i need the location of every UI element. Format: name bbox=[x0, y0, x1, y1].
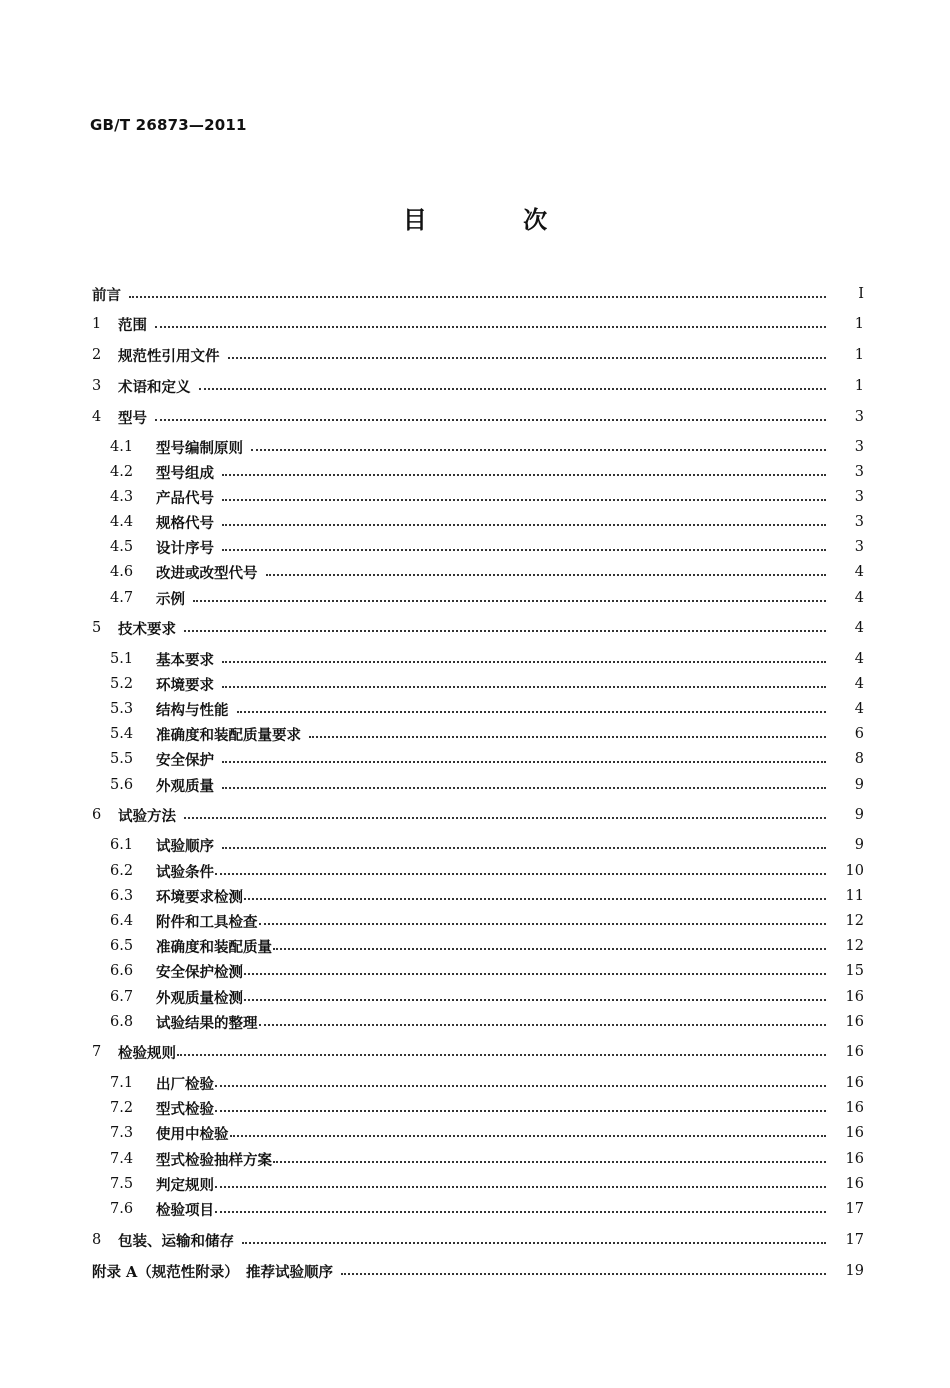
toc-entry-label: 示例 bbox=[156, 590, 185, 608]
toc-entry[interactable] bbox=[92, 313, 864, 335]
toc-entry-number: 4.1 bbox=[110, 439, 134, 455]
toc-entry-label: 外观质量 bbox=[156, 777, 214, 795]
dot-leader bbox=[155, 326, 826, 328]
toc-entry-number: 6.7 bbox=[110, 989, 134, 1005]
toc-entry[interactable] bbox=[92, 748, 864, 770]
toc-entry[interactable] bbox=[92, 1041, 864, 1063]
dot-leader bbox=[244, 973, 826, 975]
toc-entry-label: 附件和工具检查 bbox=[156, 913, 258, 931]
toc-entry-number: 6.6 bbox=[110, 963, 134, 979]
toc-entry-number: 6.4 bbox=[110, 913, 134, 929]
toc-entry-number: 5.3 bbox=[110, 701, 134, 717]
toc-entry-label: 外观质量检测 bbox=[156, 989, 243, 1007]
toc-entry[interactable] bbox=[92, 461, 864, 483]
toc-entry-page: 16 bbox=[845, 1100, 864, 1116]
toc-entry-page: 15 bbox=[845, 963, 864, 979]
toc-entry-label: 使用中检验 bbox=[156, 1125, 229, 1143]
toc-entry[interactable] bbox=[92, 1148, 864, 1170]
toc-entry-label: 试验条件 bbox=[156, 863, 214, 881]
toc-entry-number: 7.3 bbox=[110, 1125, 134, 1141]
toc-entry-number: 6 bbox=[92, 807, 102, 823]
toc-entry[interactable] bbox=[92, 511, 864, 533]
toc-entry-label: 技术要求 bbox=[118, 620, 176, 638]
toc-entry-page: 19 bbox=[845, 1263, 864, 1279]
toc-entry-number: 4 bbox=[92, 409, 102, 425]
toc-entry-number: 6.8 bbox=[110, 1014, 134, 1030]
toc-entry-label: 试验结果的整理 bbox=[156, 1014, 258, 1032]
toc-entry[interactable] bbox=[92, 673, 864, 695]
toc-entry[interactable] bbox=[92, 1011, 864, 1033]
toc-entry-label: 型号组成 bbox=[156, 464, 214, 482]
toc-entry-label: 结构与性能 bbox=[156, 701, 229, 719]
toc-entry-label: 改进或改型代号 bbox=[156, 564, 258, 582]
dot-leader bbox=[273, 1161, 826, 1163]
toc-entry[interactable] bbox=[92, 406, 864, 428]
dot-leader bbox=[244, 898, 826, 900]
toc-entry-page: 1 bbox=[854, 378, 864, 394]
dot-leader bbox=[215, 1186, 826, 1188]
toc-entry-page: 9 bbox=[854, 807, 864, 823]
dot-leader bbox=[215, 1085, 826, 1087]
dot-leader bbox=[129, 296, 826, 298]
toc-entry-label: 检验规则 bbox=[118, 1044, 176, 1062]
toc-entry-label: 试验顺序 bbox=[156, 837, 214, 855]
toc-entry[interactable] bbox=[92, 804, 864, 826]
toc-entry-page: 3 bbox=[854, 409, 864, 425]
toc-entry[interactable] bbox=[92, 960, 864, 982]
dot-leader bbox=[273, 948, 826, 950]
dot-leader bbox=[215, 873, 826, 875]
toc-entry[interactable] bbox=[92, 1122, 864, 1144]
toc-entry-label: 基本要求 bbox=[156, 651, 214, 669]
toc-entry-number: 6.3 bbox=[110, 888, 134, 904]
toc-entry-label: 型式检验 bbox=[156, 1100, 214, 1118]
toc-entry-number: 4.2 bbox=[110, 464, 134, 480]
toc-entry-label: 试验方法 bbox=[118, 807, 176, 825]
toc-entry-page: 16 bbox=[845, 989, 864, 1005]
dot-leader bbox=[259, 1024, 827, 1026]
dot-leader bbox=[215, 1110, 826, 1112]
toc-entry-page: 16 bbox=[845, 1176, 864, 1192]
toc-entry-number: 4.4 bbox=[110, 514, 134, 530]
toc-entry-page: 11 bbox=[845, 888, 864, 904]
toc-entry-label: 环境要求检测 bbox=[156, 888, 243, 906]
toc-entry[interactable] bbox=[92, 910, 864, 932]
toc-entry-page: Ⅰ bbox=[858, 286, 864, 302]
toc-entry[interactable] bbox=[92, 486, 864, 508]
toc-entry[interactable] bbox=[92, 1173, 864, 1195]
toc-entry-page: 16 bbox=[845, 1075, 864, 1091]
dot-leader bbox=[222, 661, 826, 663]
toc-entry-number: 7.5 bbox=[110, 1176, 134, 1192]
toc-entry-label: 出厂检验 bbox=[156, 1075, 214, 1093]
toc-entry-page: 12 bbox=[845, 913, 864, 929]
toc-entry-number: 5.1 bbox=[110, 651, 134, 667]
toc-entry-page: 4 bbox=[854, 651, 864, 667]
toc-entry-label: 型号 bbox=[118, 409, 147, 427]
toc-entry-label: 规格代号 bbox=[156, 514, 214, 532]
toc-entry-page: 4 bbox=[854, 676, 864, 692]
standard-code: GB/T 26873—2011 bbox=[90, 116, 247, 134]
toc-entry[interactable] bbox=[92, 436, 864, 458]
toc-entry-page: 10 bbox=[845, 863, 864, 879]
toc-entry-label: 判定规则 bbox=[156, 1176, 214, 1194]
toc-entry-number: 6.5 bbox=[110, 938, 134, 954]
toc-entry-number: 4.7 bbox=[110, 590, 134, 606]
toc-entry-page: 4 bbox=[854, 590, 864, 606]
toc-entry-number: 2 bbox=[92, 347, 102, 363]
toc-entry-page: 3 bbox=[854, 539, 864, 555]
toc-entry-label: 准确度和装配质量要求 bbox=[156, 726, 301, 744]
toc-entry-label: 规范性引用文件 bbox=[118, 347, 220, 365]
toc-entry-page: 1 bbox=[854, 316, 864, 332]
toc-entry[interactable] bbox=[92, 561, 864, 583]
toc-entry[interactable] bbox=[92, 1072, 864, 1094]
toc-entry-number: 5.6 bbox=[110, 777, 134, 793]
toc-entry-number: 4.5 bbox=[110, 539, 134, 555]
toc-entry[interactable] bbox=[92, 648, 864, 670]
dot-leader bbox=[184, 817, 826, 819]
toc-entry-page: 3 bbox=[854, 464, 864, 480]
toc-entry-number: 7.2 bbox=[110, 1100, 134, 1116]
toc-entry-number: 6.1 bbox=[110, 837, 134, 853]
toc-entry-page: 17 bbox=[845, 1232, 864, 1248]
dot-leader bbox=[222, 761, 826, 763]
toc-entry[interactable] bbox=[92, 860, 864, 882]
toc-entry[interactable] bbox=[92, 283, 864, 305]
toc-entry-label: 安全保护 bbox=[156, 751, 214, 769]
toc-entry-label: 安全保护检测 bbox=[156, 963, 243, 981]
dot-leader bbox=[230, 1135, 827, 1137]
toc-entry-page: 4 bbox=[854, 564, 864, 580]
toc-entry[interactable] bbox=[92, 375, 864, 397]
toc-entry-page: 4 bbox=[854, 701, 864, 717]
dot-leader bbox=[184, 630, 826, 632]
toc-entry-page: 16 bbox=[845, 1014, 864, 1030]
dot-leader bbox=[237, 711, 827, 713]
toc-entry-number: 4.6 bbox=[110, 564, 134, 580]
page-title: 目 次 bbox=[402, 205, 592, 234]
toc-entry[interactable] bbox=[92, 344, 864, 366]
toc-entry-page: 12 bbox=[845, 938, 864, 954]
toc-entry-page: 3 bbox=[854, 439, 864, 455]
toc-entry-page: 3 bbox=[854, 489, 864, 505]
dot-leader bbox=[244, 999, 826, 1001]
dot-leader bbox=[199, 388, 827, 390]
toc-entry-number: 7.1 bbox=[110, 1075, 134, 1091]
toc-entry-page: 17 bbox=[845, 1201, 864, 1217]
toc-entry[interactable] bbox=[92, 536, 864, 558]
dot-leader bbox=[228, 357, 827, 359]
toc-entry-label: 附录 A（规范性附录） 推荐试验顺序 bbox=[92, 1263, 334, 1281]
toc-entry-number: 7 bbox=[92, 1044, 102, 1060]
toc-entry[interactable] bbox=[92, 1097, 864, 1119]
dot-leader bbox=[341, 1273, 826, 1275]
dot-leader bbox=[222, 499, 826, 501]
dot-leader bbox=[309, 736, 826, 738]
toc-entry[interactable] bbox=[92, 698, 864, 720]
dot-leader bbox=[177, 1054, 826, 1056]
dot-leader bbox=[242, 1242, 826, 1244]
toc-entry[interactable] bbox=[92, 834, 864, 856]
toc-entry-page: 16 bbox=[845, 1151, 864, 1167]
toc-entry-label: 产品代号 bbox=[156, 489, 214, 507]
toc-entry-label: 前言 bbox=[92, 286, 121, 304]
toc-entry[interactable] bbox=[92, 935, 864, 957]
toc-entry-label: 准确度和装配质量 bbox=[156, 938, 272, 956]
toc-entry-label: 术语和定义 bbox=[118, 378, 191, 396]
toc-entry-number: 7.6 bbox=[110, 1201, 134, 1217]
toc-entry-number: 3 bbox=[92, 378, 102, 394]
toc-entry-label: 型式检验抽样方案 bbox=[156, 1151, 272, 1169]
toc-entry-page: 4 bbox=[854, 620, 864, 636]
toc-entry-page: 1 bbox=[854, 347, 864, 363]
toc-entry[interactable] bbox=[92, 587, 864, 609]
dot-leader bbox=[259, 923, 827, 925]
toc-entry[interactable] bbox=[92, 986, 864, 1008]
dot-leader bbox=[215, 1211, 826, 1213]
toc-entry-page: 9 bbox=[854, 777, 864, 793]
dot-leader bbox=[251, 449, 826, 451]
dot-leader bbox=[222, 686, 826, 688]
toc-entry-page: 8 bbox=[854, 751, 864, 767]
toc-entry-number: 7.4 bbox=[110, 1151, 134, 1167]
toc-entry[interactable] bbox=[92, 617, 864, 639]
toc-entry-page: 16 bbox=[845, 1044, 864, 1060]
dot-leader bbox=[155, 419, 826, 421]
toc-entry-label: 范围 bbox=[118, 316, 147, 334]
toc-entry-label: 包装、运输和储存 bbox=[118, 1232, 234, 1250]
toc-entry[interactable] bbox=[92, 723, 864, 745]
dot-leader bbox=[193, 600, 826, 602]
toc-entry-page: 6 bbox=[854, 726, 864, 742]
toc-entry-number: 5.5 bbox=[110, 751, 134, 767]
toc-entry-number: 5.2 bbox=[110, 676, 134, 692]
toc-entry-page: 9 bbox=[854, 837, 864, 853]
toc-entry[interactable] bbox=[92, 774, 864, 796]
toc-entry-number: 8 bbox=[92, 1232, 102, 1248]
toc-entry-label: 型号编制原则 bbox=[156, 439, 243, 457]
toc-entry[interactable] bbox=[92, 1198, 864, 1220]
toc-entry-number: 6.2 bbox=[110, 863, 134, 879]
dot-leader bbox=[222, 847, 826, 849]
toc-entry-number: 5 bbox=[92, 620, 102, 636]
toc-entry[interactable] bbox=[92, 1229, 864, 1251]
toc-entry-number: 1 bbox=[92, 316, 102, 332]
toc-entry-label: 检验项目 bbox=[156, 1201, 214, 1219]
toc-entry-page: 3 bbox=[854, 514, 864, 530]
dot-leader bbox=[222, 474, 826, 476]
toc-entry-label: 环境要求 bbox=[156, 676, 214, 694]
dot-leader bbox=[222, 787, 826, 789]
toc-entry[interactable] bbox=[92, 885, 864, 907]
dot-leader bbox=[266, 574, 827, 576]
toc-entry-page: 16 bbox=[845, 1125, 864, 1141]
toc-entry-number: 4.3 bbox=[110, 489, 134, 505]
toc-entry[interactable] bbox=[92, 1260, 864, 1282]
dot-leader bbox=[222, 524, 826, 526]
toc-entry-label: 设计序号 bbox=[156, 539, 214, 557]
toc-entry-number: 5.4 bbox=[110, 726, 134, 742]
dot-leader bbox=[222, 549, 826, 551]
